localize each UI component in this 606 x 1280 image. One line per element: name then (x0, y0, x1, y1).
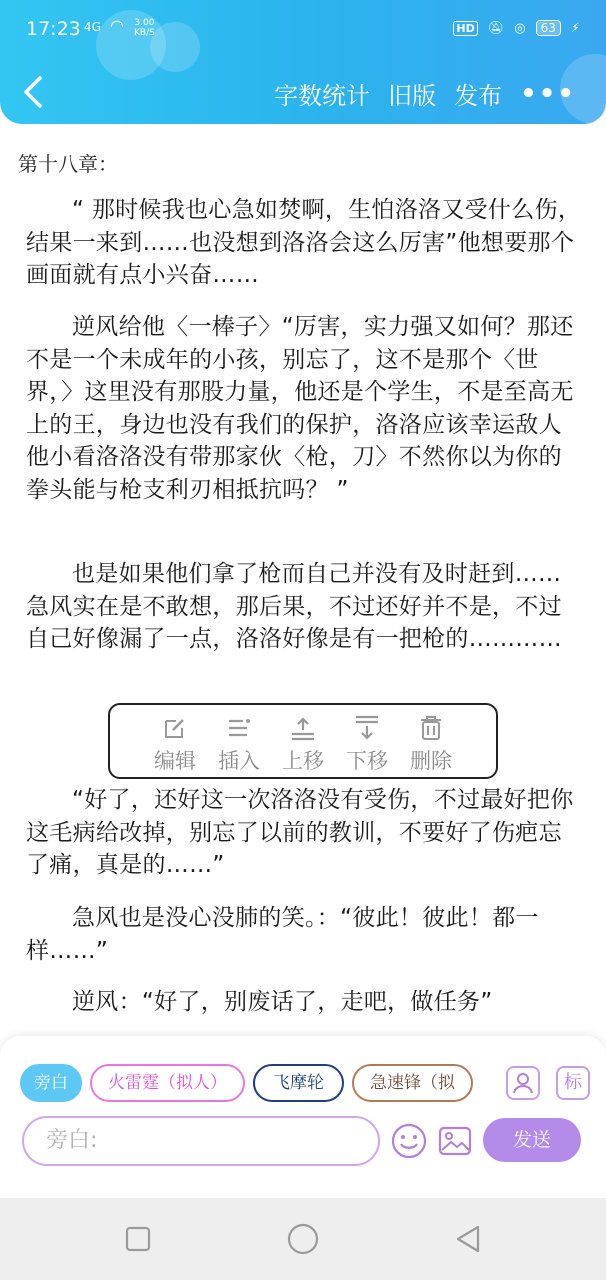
add-character-button[interactable] (506, 1066, 540, 1100)
message-input[interactable] (22, 1116, 380, 1166)
move-up-label: 上移 (282, 749, 324, 773)
edit-button[interactable] (152, 715, 198, 777)
back-button[interactable] (18, 72, 52, 112)
send-button[interactable]: 发送 (483, 1118, 581, 1162)
paragraph-action-toolbar (108, 703, 498, 779)
status-bar (0, 14, 606, 50)
charging-icon: ⚡︎ (570, 20, 580, 36)
battery-icon: 63 (536, 20, 561, 36)
chevron-left-icon (18, 72, 52, 112)
emoji-icon (390, 1122, 428, 1160)
delete-button[interactable] (408, 715, 454, 777)
net-speed (134, 18, 155, 38)
input-placeholder: 旁白: (46, 1128, 98, 1153)
paragraph[interactable]: 也是如果他们拿了枪而自己并没有及时赶到……急风实在是不敢想，那后果，不过还好并不是，不过自己好像漏了一点，洛洛好像是有一把枪的………… (26, 561, 562, 652)
image-button[interactable] (436, 1122, 474, 1160)
circle-icon (286, 1222, 320, 1256)
status-icons (453, 20, 580, 36)
move-up-button[interactable] (280, 715, 326, 777)
square-icon (121, 1222, 155, 1256)
chapter-title[interactable]: 第十八章： (18, 152, 118, 176)
system-navigation-bar (0, 1198, 606, 1280)
status-time: 17:23 (26, 18, 81, 40)
nav-actions (274, 76, 576, 111)
edit-label: 编辑 (154, 749, 196, 773)
app-header (0, 0, 606, 124)
paragraph[interactable]: “好了，还好这一次洛洛没有受伤，不过最好把你这毛病给改掉，别忘了以前的教训，不要好了伤疤忘了痛，真是的……” (26, 787, 574, 878)
move-up-icon (290, 715, 316, 741)
net-speed-value: 3.00 (134, 18, 155, 28)
trash-icon (418, 715, 444, 741)
net-speed-unit: KB/S (134, 28, 155, 38)
composer-panel (0, 1036, 606, 1198)
edit-icon (162, 715, 188, 741)
chip-narrator[interactable]: 旁白 (20, 1064, 82, 1102)
wifi-icon: ◠ (110, 16, 124, 35)
emoji-button[interactable] (390, 1122, 428, 1160)
image-icon (436, 1122, 474, 1160)
signal-icon: 4G (84, 20, 101, 34)
publish-button[interactable]: 发布 (454, 82, 503, 110)
more-options-icon[interactable]: ••• (520, 78, 576, 109)
chip-character[interactable]: 急速锋（拟 (352, 1064, 473, 1102)
person-icon (508, 1068, 538, 1098)
move-down-icon (354, 715, 380, 741)
tag-icon: 标 (564, 1072, 582, 1093)
tag-button[interactable] (556, 1066, 590, 1100)
insert-icon (226, 715, 252, 741)
chip-character[interactable]: 火雷霆（拟人） (90, 1064, 245, 1102)
move-down-button[interactable] (344, 715, 390, 777)
system-back-button[interactable] (451, 1222, 485, 1256)
character-chips (20, 1064, 490, 1104)
old-version-button[interactable]: 旧版 (388, 82, 437, 110)
paragraph[interactable]: 逆风给他〈一棒子〉“厉害，实力强又如何？那还不是一个未成年的小孩，别忘了，这不是那个〈世界，〉这里没有那股力量，他还是个学生，不是至高无上的王，身边也没有我们的保护，洛洛应该幸运敌人他小看洛洛没有带那家伙〈枪，刀〉不然你以为你的拳头能与枪支利刃相抵抗吗？ ” (26, 314, 574, 503)
move-down-label: 下移 (346, 749, 388, 773)
hd-icon: HD (453, 21, 477, 36)
word-count-button[interactable]: 字数统计 (274, 82, 371, 110)
insert-label: 插入 (218, 749, 260, 773)
paragraph[interactable]: 急风也是没心没肺的笑。：“彼此！彼此！都一样……” (26, 905, 539, 964)
recents-button[interactable] (121, 1222, 155, 1256)
lock-rotation-icon: ◎ (514, 20, 526, 36)
delete-label: 删除 (410, 749, 452, 773)
paragraph[interactable]: 逆风：“好了，别废话了，走吧，做任务” (72, 989, 493, 1015)
chip-character[interactable]: 飞摩轮 (253, 1064, 344, 1102)
insert-button[interactable] (216, 715, 262, 777)
paragraph[interactable]: “ 那时候我也心急如焚啊，生怕洛洛又受什么伤，结果一来到……也没想到洛洛会这么厉害”他想要那个画面就有点小兴奋…… (26, 197, 582, 288)
home-button[interactable] (286, 1222, 320, 1256)
mute-bell-icon: 🔕︎ (487, 20, 505, 36)
triangle-back-icon (451, 1222, 485, 1256)
